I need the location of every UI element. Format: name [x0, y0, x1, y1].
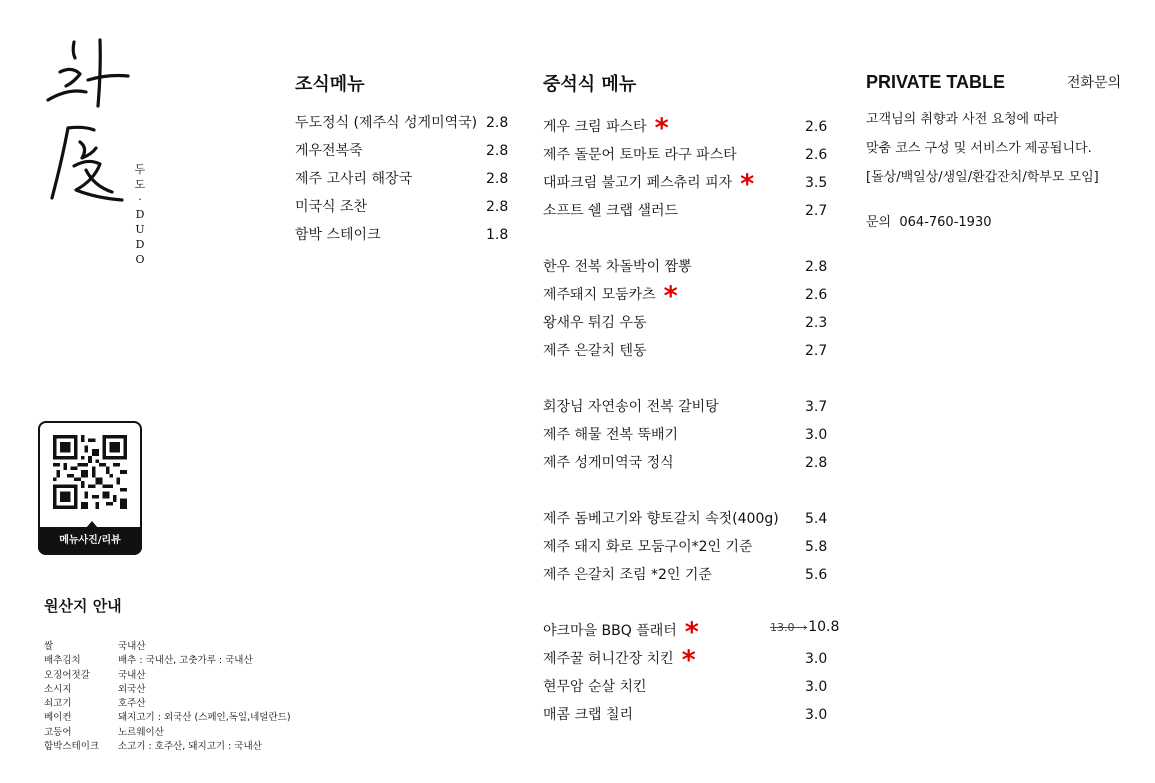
menu-row — [543, 508, 833, 530]
menu-item-price: 2.7 — [805, 343, 828, 359]
menu-item-price: 2.3 — [805, 315, 828, 331]
menu-item-price: 1.8 — [486, 227, 509, 243]
menu-item-name: 제주 성게미역국 정식 — [543, 455, 674, 471]
menu-item-price: 2.8 — [486, 115, 509, 131]
origin-value: 호주산 — [118, 698, 146, 710]
menu-item-price: 3.5 — [805, 175, 828, 191]
menu-item-price: 5.8 — [805, 539, 828, 555]
menu-item-price: 3.0 — [805, 707, 828, 723]
qr-code-card[interactable] — [38, 421, 142, 555]
private-table-line1: 고객님의 취향과 사전 요청에 따라 — [866, 112, 1059, 127]
menu-row — [543, 312, 833, 334]
menu-row — [543, 281, 833, 312]
menu-item-name: 제주 돌문어 토마토 라구 파스타 — [543, 147, 737, 163]
menu-item-price: 2.8 — [805, 259, 828, 275]
menu-item-name: 제주 해물 전복 뚝배기 — [543, 427, 679, 443]
breakfast-title: 조식메뉴 — [295, 74, 365, 95]
menu-row — [295, 140, 510, 162]
calligraphy-logo-icon — [38, 30, 138, 210]
menu-item-name: 게우전복죽 — [295, 143, 363, 159]
menu-item-price: 10.8 — [808, 619, 840, 635]
qr-code-icon — [53, 435, 127, 509]
origin-title: 원산지 안내 — [44, 597, 122, 615]
origin-value: 국내산 — [118, 641, 146, 652]
qr-label: 메뉴사진/리뷰 — [38, 527, 142, 555]
brand-logo — [38, 30, 148, 270]
origin-value: 소고기 : 호주산, 돼지고기 : 국내산 — [118, 741, 262, 753]
menu-item-price: 2.7 — [805, 203, 828, 219]
menu-item-name: 함박 스테이크 — [295, 227, 381, 243]
menu-row — [543, 704, 833, 726]
recommended-star-icon: * — [740, 169, 755, 200]
menu-item-price: 3.7 — [805, 399, 828, 415]
menu-row — [543, 340, 833, 362]
menu-item-price: 5.6 — [805, 567, 828, 583]
menu-row — [543, 169, 833, 200]
origin-row — [44, 683, 291, 697]
menu-item-price: 3.0 — [805, 651, 828, 667]
private-table-line3: [돌상/백일상/생일/환갑잔치/학부모 모임] — [866, 170, 1099, 185]
origin-value: 배추 : 국내산, 고춧가루 : 국내산 — [118, 655, 253, 667]
menu-row — [543, 564, 833, 586]
menu-item-name: 대파크림 불고기 페스츄리 피자 — [543, 175, 733, 191]
menu-item-name: 제주 고사리 해장국 — [295, 171, 413, 187]
menu-item-name: 제주 은갈치 조림 *2인 기준 — [543, 567, 712, 583]
menu-item-price: 2.8 — [486, 171, 509, 187]
menu-item-price: 5.4 — [805, 511, 828, 527]
menu-row — [543, 452, 833, 474]
menu-item-name: 두도정식 (제주식 성게미역국) — [295, 115, 478, 131]
origin-value: 노르웨이산 — [118, 726, 164, 738]
menu-item-name: 소프트 쉘 크랩 샐러드 — [543, 203, 679, 219]
contact-info — [866, 211, 991, 230]
menu-item-price: 3.0 — [805, 679, 828, 695]
menu-row — [295, 224, 510, 246]
menu-row — [295, 196, 510, 218]
origin-item: 베이컨 — [44, 712, 72, 724]
phone-inquiry-label: 전화문의 — [1067, 75, 1122, 91]
brand-vertical-text: 두 도 · D U D O — [134, 163, 146, 266]
menu-row — [543, 424, 833, 446]
menu-item-name: 현무암 순살 치킨 — [543, 679, 647, 695]
origin-row — [44, 669, 291, 683]
menu-item-name: 한우 전복 차돌박이 짬뽕 — [543, 259, 692, 275]
menu-item-price: 3.0 — [805, 427, 828, 443]
menu-item-name: 왕새우 튀김 우동 — [543, 315, 647, 331]
menu-row — [295, 112, 510, 134]
menu-row — [543, 144, 833, 166]
origin-list — [44, 640, 291, 754]
origin-item: 쇠고기 — [44, 698, 72, 710]
menu-item-old-price: 13.0 → — [770, 621, 808, 634]
menu-item-name: 회장님 자연송이 전복 갈비탕 — [543, 399, 719, 415]
origin-row — [44, 654, 291, 668]
menu-row — [543, 617, 840, 648]
origin-item: 쌀 — [44, 641, 54, 652]
origin-row — [44, 640, 291, 654]
menu-row — [543, 676, 833, 698]
origin-item: 오징어젓갈 — [44, 669, 90, 681]
origin-value: 외국산 — [118, 683, 146, 695]
menu-item-name: 게우 크림 파스타 — [543, 119, 647, 135]
menu-row — [543, 396, 833, 418]
menu-row — [543, 645, 833, 676]
contact-number[interactable]: 064-760-1930 — [899, 215, 992, 230]
private-table-line2: 맞춤 코스 구성 및 서비스가 제공됩니다. — [866, 141, 1092, 156]
menu-item-price: 2.6 — [805, 147, 828, 163]
lunch-dinner-title: 중석식 메뉴 — [543, 74, 637, 95]
private-table-title: PRIVATE TABLE — [866, 72, 1005, 92]
menu-item-name: 매콤 크랩 칠리 — [543, 707, 634, 723]
menu-item-price: 2.6 — [805, 287, 828, 303]
contact-label: 문의 — [866, 215, 892, 230]
menu-row — [295, 168, 510, 190]
origin-row — [44, 711, 291, 725]
origin-item: 소시지 — [44, 683, 72, 695]
origin-value: 돼지고기 : 외국산 (스페인,독일,네덜란드) — [118, 712, 291, 724]
menu-item-price: 2.6 — [805, 119, 828, 135]
menu-item-name: 제주 돔베고기와 향토갈치 속젓(400g) — [543, 511, 779, 527]
menu-item-price: 2.8 — [486, 199, 509, 215]
menu-row — [543, 256, 833, 278]
origin-item: 함박스테이크 — [44, 741, 100, 753]
menu-row — [543, 200, 833, 222]
menu-row — [543, 113, 833, 144]
menu-item-name: 미국식 조찬 — [295, 199, 368, 215]
menu-item-name: 제주 은갈치 텐동 — [543, 343, 647, 359]
recommended-star-icon: * — [663, 281, 678, 312]
origin-item: 배추김치 — [44, 655, 81, 667]
origin-value: 국내산 — [118, 669, 146, 681]
recommended-star-icon: * — [684, 617, 699, 648]
menu-item-name: 제주꿀 허니간장 치킨 — [543, 651, 674, 667]
menu-item-name: 제주돼지 모둠카츠 — [543, 287, 656, 303]
menu-row — [543, 536, 833, 558]
menu-item-price: 2.8 — [486, 143, 509, 159]
recommended-star-icon: * — [654, 113, 669, 144]
menu-item-name: 야크마을 BBQ 플래터 — [543, 623, 677, 639]
menu-item-name: 제주 돼지 화로 모둠구이*2인 기준 — [543, 539, 753, 555]
origin-row — [44, 740, 291, 754]
origin-row — [44, 726, 291, 740]
origin-item: 고등어 — [44, 726, 72, 738]
menu-item-price: 2.8 — [805, 455, 828, 471]
origin-row — [44, 697, 291, 711]
recommended-star-icon: * — [681, 645, 696, 676]
